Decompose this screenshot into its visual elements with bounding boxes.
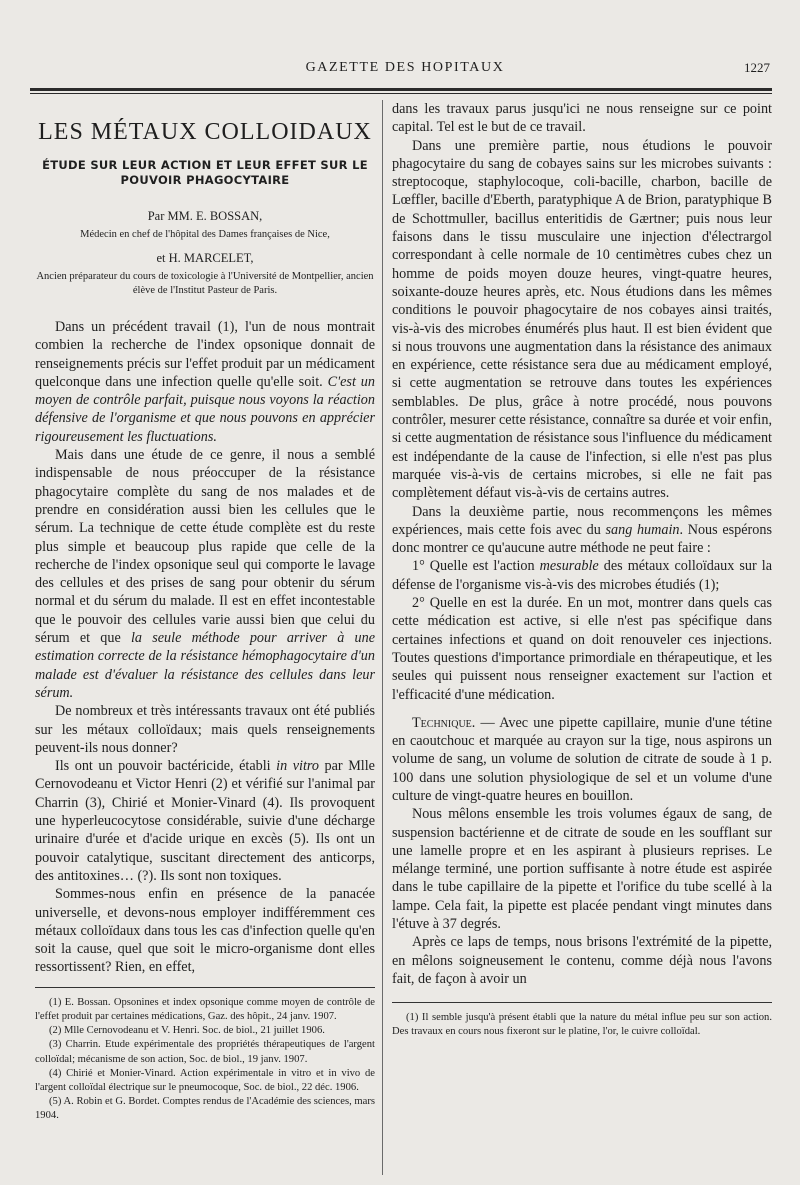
paragraph <box>35 318 375 446</box>
paragraph-text: Ils ont un pouvoir bactéricide, établi <box>55 758 277 775</box>
header-rule-thin <box>30 93 772 94</box>
left-column <box>35 100 375 1124</box>
article-title: LES MÉTAUX COLLOIDAUX <box>38 119 372 145</box>
footnotes <box>392 1011 772 1039</box>
paragraph-text: Dans un précédent travail (1), l'un de nous montrait combien la recherche de l'index opsonique donnait de renseignements précis sur l'effet produit par un médicament quelconque dans une infection quelle qu'elle soit. <box>35 319 375 390</box>
paragraph: dans les travaux parus jusqu'ici ne nous renseigne sur ce point capital. Tel est le but de ce travail. <box>392 101 772 136</box>
article-subtitle: ÉTUDE SUR LEUR ACTION ET LEUR EFFET SUR LE POUVOIR PHAGOCYTAIRE <box>42 158 368 187</box>
footnote-rule <box>35 987 375 988</box>
paragraph <box>35 446 375 702</box>
footnote: (1) Il semble jusqu'à présent établi que la nature du métal influe peu sur son action. Des travaux en cours nous fixeront sur le platine, l'or, le cuivre colloïdal. <box>392 1012 772 1038</box>
paragraph: Sommes-nous enfin en présence de la panacée universelle, et devons-nous employer indifféremment ces métaux colloïdaux dans tous les cas d'infection quelle qu'en soit la cause, quel que soit le micro-organisme dont elles ressortissent? Rien, en effet, <box>35 886 375 976</box>
paragraph <box>392 714 772 805</box>
byline-author-1: Par MM. E. BOSSAN, <box>147 209 263 223</box>
paragraph: Après ce laps de temps, nous brisons l'extrémité de la pipette, en mêlons soigneusement le contenu, comme déjà nous l'avons fait, de façon à avoir un <box>392 934 772 987</box>
section-label: Technique. <box>412 714 476 731</box>
paragraph: Dans une première partie, nous étudions le pouvoir phagocytaire du sang de cobayes sains sur les microbes suivants : streptocoque, staphylocoque, coli-bacille, charbon, bacille de Lœffler, bacille d'Eberth, paratyphique A de Brion, paratyphique B de Schottmuller, bacillus enteritidis de Gærtner; puis nous leur faisons dans le tissu musculaire une injection d'électrargol correspondant à celle normale de 10 centimètres cubes chez un homme de poids moyen douze heures, vingt-quatre heures, soixante-douze heures après, etc. Nous étudions dans les mêmes conditions le pouvoir phagocytaire de nos cobayes ainsi traités, vis-à-vis des microbes énumérés plus haut. Il est bien évident que si nous trouvons une augmentation dans la résistance des animaux en expérience, cette résistance sera due au médicament employé, si cette augmentation se retrouve dans toutes les expériences semblables. De plus, grâce à notre procédé, nous pouvons contrôler, mesurer cette résistance, connaître sa durée et voir enfin, si cette augmentation de résistance sous l'influence du médicament est indépendante de la cause de l'infection, si elle n'est pas plus marquée vis-à-vis de certains microbes, si elle ne fait pas complètement défaut vis-à-vis de certains autres. <box>392 137 772 502</box>
footnote: (4) Chirié et Monier-Vinard. Action expérimentale in vitro et in vivo de l'argent colloïdal électrique sur le pneumocoque, Soc. de biol., 22 déc. 1906. <box>35 1067 375 1093</box>
section-gap <box>392 704 772 714</box>
running-title: GAZETTE DES HOPITAUX <box>305 60 505 75</box>
footnote: (5) A. Robin et G. Bordet. Comptes rendus de l'Académie des sciences, mars 1904. <box>35 1096 375 1122</box>
right-column <box>392 100 772 1040</box>
list-item-emphasis: mesurable <box>539 558 599 575</box>
byline-author-2: et H. MARCELET, <box>156 251 254 265</box>
page-number: 1227 <box>744 60 770 75</box>
footnote: (3) Charrin. Etude expérimentale des propriétés thérapeutiques de l'argent colloïdal; mécanisme de son action, Soc. de biol., 19 janv. 1907. <box>35 1039 375 1065</box>
paragraph-emphasis: la seule méthode pour arriver à une estimation correcte de la résistance hémophagocytaire d'un malade est d'évaluer la résistance des cellules dans leur sérum. <box>35 630 375 701</box>
paragraph-text: Dans la deuxième partie, nous recommençons les mêmes expériences, mais cette fois avec du <box>392 503 772 538</box>
paragraph-text: — Avec une pipette capillaire, munie d'une tétine en caoutchouc et marquée au crayon sur la tige, nous aspirons un volume de sang, un volume de solution de citrate de soude à 1 p. 100 dans une solution physiologique de sel et un volume d'une culture de vingt-quatre heures en bouillon. <box>392 714 772 804</box>
footnote-rule <box>392 1002 772 1003</box>
paragraph <box>35 757 375 885</box>
affiliation-author-1: Médecin en chef de l'hôpital des Dames françaises de Nice, <box>80 229 330 240</box>
list-item: 2° Quelle en est la durée. En un mot, montrer dans quels cas cette médication est active, si elle n'est pas spécifique dans certaines infections et quand on doit renouveler ces injections. Toutes questions d'importance primordiale en thérapeutique, et les seules qui puissent nous renseigner exactement sur l'action et l'efficacité d'une médication. <box>392 595 772 703</box>
list-item <box>392 557 772 594</box>
footnote: (1) E. Bossan. Opsonines et index opsonique comme moyen de contrôle de l'effet produit par certaines médications, Gaz. des hôpit., 24 janv. 1907. <box>35 996 375 1022</box>
affiliation-author-2: Ancien préparateur du cours de toxicologie à l'Université de Montpellier, ancien élève de l'Institut Pasteur de Paris. <box>36 271 374 296</box>
footnote: (2) Mlle Cernovodeanu et V. Henri. Soc. de biol., 21 juillet 1906. <box>49 1025 325 1037</box>
paragraph <box>392 503 772 558</box>
paragraph-emphasis: sang humain <box>605 521 680 538</box>
list-item-text: 1° Quelle est l'action <box>412 558 540 575</box>
paragraph-emphasis: C'est un moyen de contrôle parfait, puisque nous voyons la réaction défensive de l'organisme et que nous pouvons en apprécier rigoureusement les fluctuations. <box>35 373 375 445</box>
header-rule-thick <box>30 88 772 91</box>
paragraph-emphasis: in vitro <box>276 758 319 775</box>
paragraph-text: . Nous espérons donc montrer ce qu'aucune autre méthode ne peut faire : <box>392 521 772 557</box>
paragraph: Nous mêlons ensemble les trois volumes égaux de sang, de suspension bactérienne et de citrate de soude en les soufflant sur une lamelle propre et en les aspirant à plusieurs reprises. Le mélange terminé, une portion suffisante à notre étude est aspirée dans le tube capillaire de la pipette et l'orifice du tube scellé à la lampe. Cela fait, la pipette est placée pendant vingt minutes dans l'étuve à 37 degrés. <box>392 806 772 933</box>
paragraph-text: Mais dans une étude de ce genre, il nous a semblé indispensable de nous préoccuper de la résistance phagocytaire complète du sang de nos malades et de prendre en considération aussi bien les cellules que le sérum. La technique de cette étude complète est du reste plus simple et beaucoup plus rapide que celle de la recherche de l'index opsonique seul qui comporte le lavage des cellules et des prises de sang pour obtenir du sérum normal et du sérum du malade. Il est en effet incontestable que le pouvoir des cellules varie aussi bien que celui du sérum et que <box>35 447 375 647</box>
list-item-text: des métaux colloïdaux sur la défense de l'organisme vis-à-vis des microbes étudiés (1); <box>392 558 773 593</box>
paragraph: De nombreux et très intéressants travaux ont été publiés sur les métaux colloïdaux; mais quels renseignements peuvent-ils nous donner? <box>35 703 375 756</box>
column-divider <box>382 100 383 1175</box>
running-header <box>40 60 770 82</box>
paragraph-text: par Mlle Cernovodeanu et Victor Henri (2) et vérifié sur l'animal par Charrin (3), Chirié et Monier-Vinard (4). Ils provoquent une hyperleucocytose considérable, suivie d'une décharge urinaire d'urée et d'acide urique en excès (5). Ils ont un pouvoir catalytique, suscitant directement des anticorps, des antitoxines… (?). Ils sont non toxiques. <box>35 758 375 884</box>
footnotes <box>35 996 375 1124</box>
